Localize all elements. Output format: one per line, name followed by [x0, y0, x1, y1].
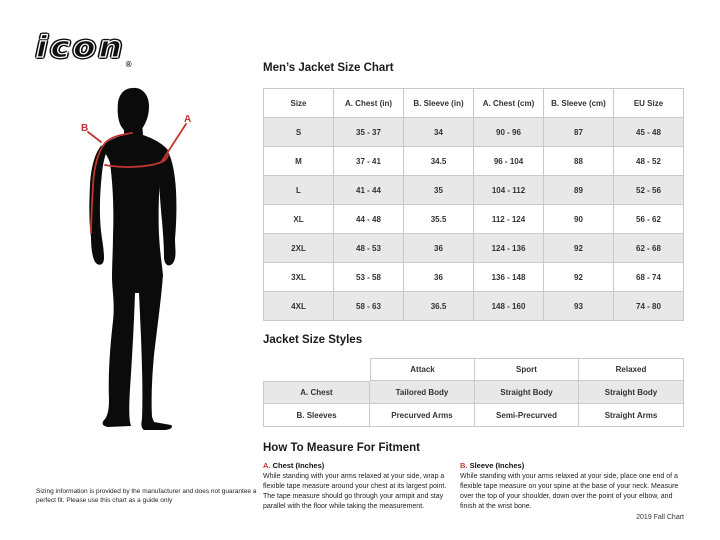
size-chart-cell: 90 - 96	[474, 118, 544, 147]
style-row-label: B. Sleeves	[263, 404, 370, 427]
size-chart-header: B. Sleeve (in)	[404, 89, 474, 118]
style-cell: Straight Arms	[579, 404, 684, 427]
style-cell: Straight Body	[475, 381, 579, 404]
style-cell: Precurved Arms	[370, 404, 475, 427]
size-chart-cell: 104 - 112	[474, 176, 544, 205]
size-chart-cell: 124 - 136	[474, 234, 544, 263]
size-chart-cell: 35.5	[404, 205, 474, 234]
label-b: B	[81, 123, 89, 134]
size-chart-cell: 45 - 48	[614, 118, 684, 147]
size-chart-cell: 62 - 68	[614, 234, 684, 263]
size-chart-cell: 4XL	[264, 292, 334, 321]
icon-logo-text: icon	[36, 30, 126, 64]
size-chart-cell: 93	[544, 292, 614, 321]
fitment-chest-heading	[263, 461, 449, 470]
size-chart-cell: 37 - 41	[334, 147, 404, 176]
icon-logo	[36, 30, 132, 69]
size-chart-cell: 58 - 63	[334, 292, 404, 321]
size-chart-row-2xl	[264, 234, 684, 263]
fitment-sleeve-prefix: B.	[460, 461, 468, 470]
style-cell: Tailored Body	[370, 381, 475, 404]
fitment-chest-heading-text: Chest (Inches)	[272, 461, 325, 470]
size-chart-cell: 96 - 104	[474, 147, 544, 176]
style-cell: Semi-Precurved	[475, 404, 579, 427]
size-chart-row-3xl	[264, 263, 684, 292]
size-chart-cell: 36.5	[404, 292, 474, 321]
style-row-sleeves	[263, 404, 684, 427]
jacket-style-table	[263, 358, 684, 427]
size-chart-cell: 35	[404, 176, 474, 205]
silhouette-shape	[89, 88, 176, 430]
fitment-instructions	[263, 461, 684, 513]
fitment-sleeve-heading	[460, 461, 684, 470]
size-chart-header: A. Chest (cm)	[474, 89, 544, 118]
style-row-chest	[263, 381, 684, 404]
fitment-chest-prefix: A.	[263, 461, 271, 470]
size-chart-cell: 53 - 58	[334, 263, 404, 292]
size-chart-row-xl	[264, 205, 684, 234]
registered-trademark-icon: ®	[125, 60, 132, 69]
style-col-header: Attack	[370, 358, 475, 381]
chart-edition: 2019 Fall Chart	[636, 514, 684, 521]
size-chart-cell: 68 - 74	[614, 263, 684, 292]
label-a: A	[184, 114, 192, 125]
style-col-header: Sport	[475, 358, 579, 381]
size-chart-cell: 44 - 48	[334, 205, 404, 234]
sizing-disclaimer: Sizing information is provided by the manufacturer and does not guarantee a perfect fit. Please use this chart as a guide only	[36, 488, 257, 505]
size-chart-cell: 52 - 56	[614, 176, 684, 205]
size-chart-cell: S	[264, 118, 334, 147]
size-chart-cell: 136 - 148	[474, 263, 544, 292]
style-col-header: Relaxed	[579, 358, 684, 381]
size-chart-cell: 35 - 37	[334, 118, 404, 147]
size-chart-cell: 34	[404, 118, 474, 147]
size-chart-cell: 2XL	[264, 234, 334, 263]
size-chart-cell: 148 - 160	[474, 292, 544, 321]
fitment-chest-block	[263, 461, 449, 513]
size-chart-cell: M	[264, 147, 334, 176]
size-chart-row-m	[264, 147, 684, 176]
size-chart-cell: 34.5	[404, 147, 474, 176]
size-chart-row-s	[264, 118, 684, 147]
size-chart-header: B. Sleeve (cm)	[544, 89, 614, 118]
size-chart-header: Size	[264, 89, 334, 118]
label-a-pointer-line	[162, 124, 186, 161]
size-chart-cell: 88	[544, 147, 614, 176]
size-chart-cell: L	[264, 176, 334, 205]
size-chart-header: A. Chest (in)	[334, 89, 404, 118]
fitment-chest-body: While standing with your arms relaxed at your side, wrap a flexible tape measure around your chest at its largest point. The tape measure should go through your armpit and stay parallel with the floor while taking the measurement.	[263, 473, 447, 511]
fitment-sleeve-block	[460, 461, 684, 513]
size-chart-cell: 56 - 62	[614, 205, 684, 234]
size-chart-cell: XL	[264, 205, 334, 234]
style-header-row	[263, 358, 684, 381]
size-chart-cell: 92	[544, 234, 614, 263]
size-chart-cell: 41 - 44	[334, 176, 404, 205]
size-chart-cell: 3XL	[264, 263, 334, 292]
size-chart-title: Men’s Jacket Size Chart	[263, 62, 394, 74]
size-chart-header-row	[264, 89, 684, 118]
size-chart-header: EU Size	[614, 89, 684, 118]
size-chart-cell: 36	[404, 263, 474, 292]
size-chart-row-l	[264, 176, 684, 205]
male-silhouette-figure	[55, 75, 245, 455]
size-chart-cell: 74 - 80	[614, 292, 684, 321]
style-blank-cell	[263, 358, 370, 381]
size-chart-cell: 90	[544, 205, 614, 234]
size-chart-cell: 112 - 124	[474, 205, 544, 234]
size-chart-cell: 92	[544, 263, 614, 292]
fitment-sleeve-heading-text: Sleeve (Inches)	[469, 461, 525, 470]
size-chart-cell: 48 - 53	[334, 234, 404, 263]
label-b-pointer-line	[88, 132, 101, 142]
size-chart-cell: 87	[544, 118, 614, 147]
size-chart-row-4xl	[264, 292, 684, 321]
size-chart-table	[263, 88, 684, 321]
style-row-label: A. Chest	[263, 381, 370, 404]
fitment-sleeve-body: While standing with your arms relaxed at your side, place one end of a flexible tape measure on your spine at the base of your neck. Measure over the top of your shoulder, down over the point of your elbow, and finish at the wrist bone.	[460, 473, 679, 511]
size-chart-cell: 36	[404, 234, 474, 263]
size-chart-cell: 89	[544, 176, 614, 205]
style-cell: Straight Body	[579, 381, 684, 404]
fitment-title: How To Measure For Fitment	[263, 442, 420, 454]
size-chart-cell: 48 - 52	[614, 147, 684, 176]
style-chart-title: Jacket Size Styles	[263, 334, 363, 346]
